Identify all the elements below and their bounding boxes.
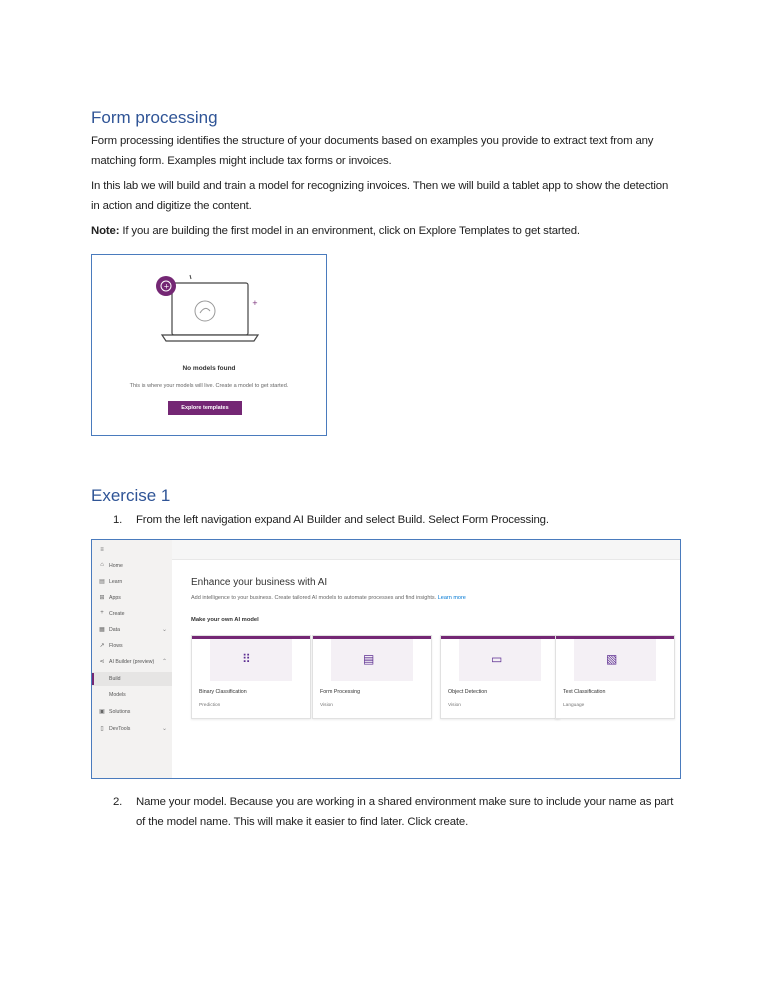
intro-paragraph: Form processing identifies the structure of your documents based on examples you provide to extract text from any matching form. Examples might include tax forms or invoices. xyxy=(91,135,654,167)
model-card-tag: Vision xyxy=(320,703,333,708)
step-1-number: 1. xyxy=(113,514,123,526)
nav-item-label: Build xyxy=(109,676,121,682)
nav-item-icon: ↗ xyxy=(99,643,105,649)
step-2-text: Name your model. Because you are working in a shared environment make sure to include your name as part of the model name. This will make it easier to find later. Click create. xyxy=(136,796,674,828)
no-models-subtitle: This is where your models will live. Create a model to get started. xyxy=(129,383,289,389)
svg-text:+: + xyxy=(163,282,170,291)
nav-item[interactable] xyxy=(92,655,172,669)
note-label: Note: xyxy=(91,225,120,237)
heading-form-processing: Form processing xyxy=(91,108,218,127)
nav-item[interactable] xyxy=(92,672,172,686)
nav-item-label: Learn xyxy=(109,579,123,585)
model-type-icon: ▭ xyxy=(491,652,503,666)
step-1-text: From the left navigation expand AI Builder and select Build. Select Form Processing. xyxy=(136,514,549,526)
model-card[interactable] xyxy=(191,635,311,719)
laptop-illustration-icon xyxy=(92,255,327,360)
enhance-title: Enhance your business with AI xyxy=(191,577,328,588)
step-1 xyxy=(113,510,683,530)
nav-item-label: Create xyxy=(109,611,125,617)
model-type-icon: ⠿ xyxy=(242,652,251,666)
nav-item-icon: ▤ xyxy=(99,579,105,585)
model-card-tag: Language xyxy=(563,703,585,708)
nav-item-icon: ⋖ xyxy=(99,659,105,665)
nav-item[interactable] xyxy=(92,639,172,653)
nav-item-label: Flows xyxy=(109,643,123,649)
top-bar xyxy=(172,540,680,560)
nav-item-label: Home xyxy=(109,563,123,569)
model-type-icon: ▤ xyxy=(363,652,375,666)
step-2 xyxy=(113,792,683,832)
model-card-name: Form Processing xyxy=(320,689,361,695)
make-model-heading: Make your own AI model xyxy=(191,617,259,623)
nav-item[interactable] xyxy=(92,559,172,573)
enhance-subtitle xyxy=(191,595,466,601)
ai-builder-screenshot xyxy=(91,539,681,779)
model-card[interactable] xyxy=(555,635,675,719)
no-models-screenshot xyxy=(91,254,327,436)
no-models-title: No models found xyxy=(182,365,236,372)
nav-item[interactable] xyxy=(92,591,172,605)
step-2-number: 2. xyxy=(113,796,123,808)
nav-item[interactable] xyxy=(92,544,172,558)
nav-item-label: DevTools xyxy=(109,726,131,732)
model-card[interactable] xyxy=(440,635,560,719)
nav-item-label: Models xyxy=(109,692,126,698)
note-paragraph xyxy=(91,221,676,241)
svg-text:+: + xyxy=(252,299,258,307)
chevron-down-icon[interactable]: ⌄ xyxy=(162,627,168,633)
note-text: If you are building the first model in an environment, click on Explore Templates to get started. xyxy=(119,225,580,237)
chevron-up-icon[interactable]: ⌃ xyxy=(162,659,168,665)
nav-item[interactable] xyxy=(92,688,172,702)
nav-item-icon: ▯ xyxy=(100,726,104,732)
nav-item-icon: ▦ xyxy=(99,627,105,633)
nav-item[interactable] xyxy=(92,623,172,637)
nav-item-icon: ⌂ xyxy=(100,562,104,568)
nav-item[interactable] xyxy=(92,575,172,589)
nav-item-label: Solutions xyxy=(109,709,131,715)
nav-item-icon: ⊞ xyxy=(99,595,105,601)
model-card-tag: Prediction xyxy=(199,703,221,708)
chevron-down-icon[interactable]: ⌄ xyxy=(162,726,168,732)
model-card-name: Binary Classification xyxy=(199,689,247,695)
nav-item-icon: + xyxy=(100,610,104,616)
explore-templates-button[interactable]: Explore templates xyxy=(168,401,242,415)
nav-item-label: Apps xyxy=(109,595,121,601)
lab-paragraph: In this lab we will build and train a model for recognizing invoices. Then we will build a tablet app to show the detection in action and digitize the content. xyxy=(91,180,669,212)
left-navigation xyxy=(92,540,172,778)
learn-more-link[interactable]: Learn more xyxy=(437,595,466,601)
model-type-icon: ▧ xyxy=(606,652,618,666)
model-card-name: Text Classification xyxy=(563,689,606,695)
nav-item[interactable] xyxy=(92,607,172,621)
nav-item[interactable] xyxy=(92,705,172,719)
model-card[interactable] xyxy=(312,635,432,719)
nav-item-icon: ▣ xyxy=(99,709,105,715)
model-card-tag: Vision xyxy=(448,703,461,708)
nav-item-label: Data xyxy=(109,627,120,633)
model-card-name: Object Detection xyxy=(448,689,488,695)
heading-exercise-1: Exercise 1 xyxy=(91,486,171,505)
enhance-subtitle-text: Add intelligence to your business. Create tailored AI models to automate processes and find insights. xyxy=(191,595,437,601)
nav-item[interactable] xyxy=(92,722,172,736)
nav-item-label: AI Builder (preview) xyxy=(109,659,155,665)
nav-item-icon: ≡ xyxy=(100,547,104,553)
card-illustration xyxy=(210,639,292,681)
